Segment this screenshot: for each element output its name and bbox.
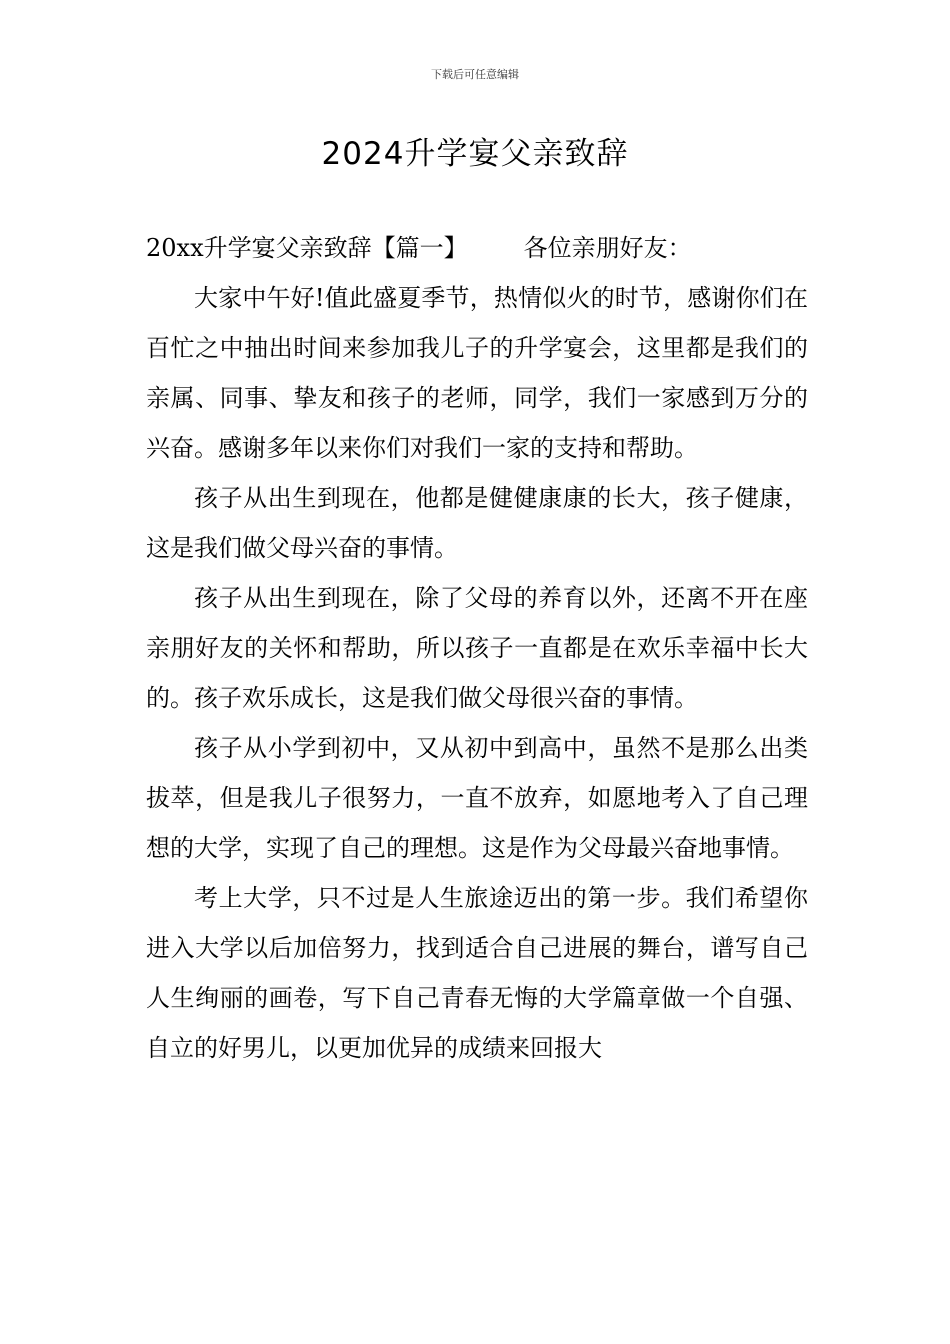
salutation: 各位亲朋好友： <box>523 234 692 262</box>
paragraph-5: 考上大学，只不过是人生旅途迈出的第一步。我们希望你进入大学以后加倍努力，找到适合自己进展的舞台，谱写自己人生绚丽的画卷，写下自己青春无悔的大学篇章做一个自强、自立的好男儿，以更加优异的成绩来回报大 <box>146 884 808 1062</box>
document-title: 2024升学宴父亲致辞 <box>321 136 629 172</box>
section-heading: 20xx升学宴父亲致辞【篇一】 <box>146 234 468 262</box>
paragraph-4: 孩子从小学到初中，又从初中到高中，虽然不是那么出类拔萃，但是我儿子很努力，一直不放弃，如愿地考入了自己理想的大学，实现了自己的理想。这是作为父母最兴奋地事情。 <box>146 734 808 862</box>
paragraph-2: 孩子从出生到现在，他都是健健康康的长大，孩子健康，这是我们做父母兴奋的事情。 <box>146 484 808 562</box>
paragraph-3: 孩子从出生到现在，除了父母的养育以外，还离不开在座亲朋好友的关怀和帮助，所以孩子一直都是在欢乐幸福中长大的。孩子欢乐成长，这是我们做父母很兴奋的事情。 <box>146 584 808 712</box>
paragraph-1: 大家中午好!值此盛夏季节，热情似火的时节，感谢你们在百忙之中抽出时间来参加我儿子的升学宴会，这里都是我们的亲属、同事、挚友和孩子的老师，同学，我们一家感到万分的兴奋。感谢多年以来你们对我们一家的支持和帮助。 <box>146 284 808 462</box>
document-body <box>146 223 808 1073</box>
heading-line <box>146 223 808 273</box>
page-header-note: 下载后可任意编辑 <box>431 68 519 81</box>
